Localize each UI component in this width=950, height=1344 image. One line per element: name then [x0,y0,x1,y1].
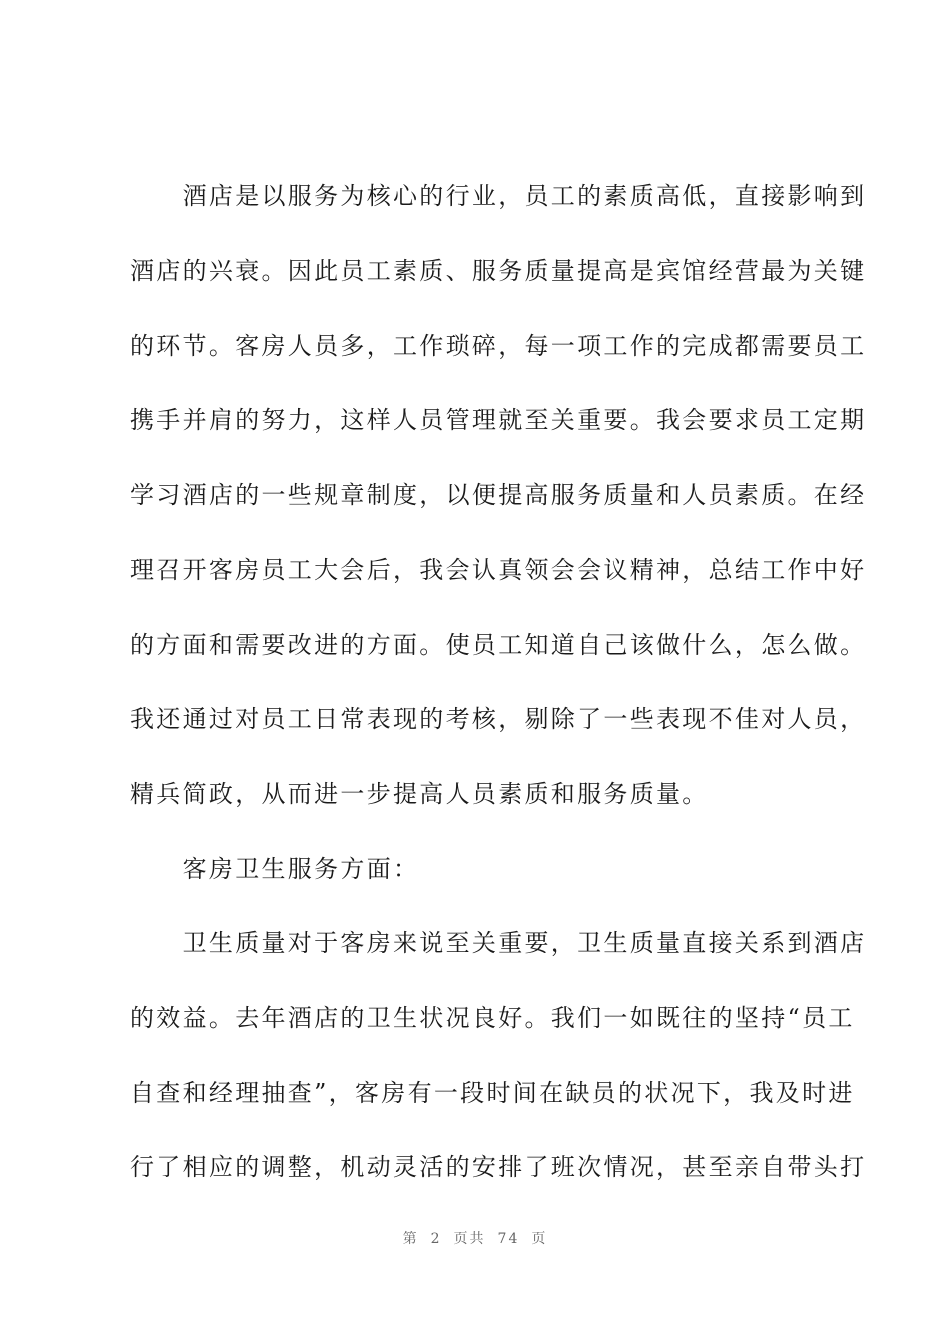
text-line: 行了相应的调整，机动灵活的安排了班次情况，甚至亲自带头打 [130,1153,867,1181]
text-line: 学习酒店的一些规章制度，以便提高服务质量和人员素质。在经 [130,481,867,509]
text-line: 的环节。客房人员多，工作琐碎，每一项工作的完成都需要员工 [130,332,867,360]
text-line: 我还通过对员工日常表现的考核，剔除了一些表现不佳对人员， [130,705,867,733]
text-line: 理召开客房员工大会后，我会认真领会会议精神，总结工作中好 [130,556,867,584]
page-mid-label: 页共 [453,1231,486,1247]
text-line: 酒店的兴衰。因此员工素质、服务质量提高是宾馆经营最为关键 [130,257,867,285]
page-footer [0,1228,950,1248]
text-line: 的效益。去年酒店的卫生状况良好。我们一如既往的坚持“员工 [130,1004,855,1032]
text-line: 精兵简政，从而进一步提高人员素质和服务质量。 [130,780,709,808]
text-line: 自查和经理抽查”，客房有一段时间在缺员的状况下，我及时进 [130,1079,855,1107]
text-line: 携手并肩的努力，这样人员管理就至关重要。我会要求员工定期 [130,406,867,434]
total-pages: 74 [497,1231,520,1247]
text-line: 的方面和需要改进的方面。使员工知道自己该做什么，怎么做。 [130,631,867,659]
page-number: 2 [430,1231,442,1247]
page-suffix: 页 [531,1231,548,1247]
page-label: 第 [402,1231,419,1247]
section-heading: 客房卫生服务方面： [130,855,420,883]
text-line: 卫生质量对于客房来说至关重要，卫生质量直接关系到酒店 [130,929,867,957]
text-line: 酒店是以服务为核心的行业，员工的素质高低，直接影响到 [130,182,867,210]
